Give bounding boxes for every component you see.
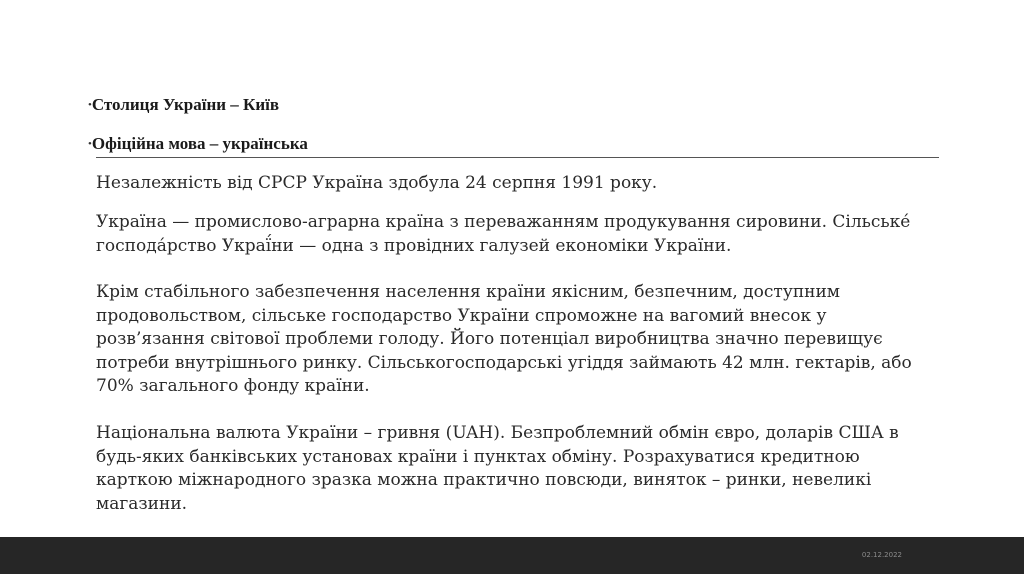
bullet-language: [88, 134, 308, 154]
bullet-capital: [88, 95, 279, 115]
paragraph-independence: Незалежність від СРСР Україна здобула 24 серпня 1991 року.: [96, 173, 658, 193]
horizontal-divider: [96, 157, 939, 158]
paragraph-economy: Україна — промислово-аграрна країна з переважанням продукування сировини. Сільське́ господа́рство Украї́ни — одна з провідних галузей економіки України.: [96, 212, 911, 256]
bullet-capital-text: Столиця України – Київ: [91, 95, 280, 114]
bullet-marker: •: [88, 99, 92, 111]
bullet-language-text: Офіційна мова – українська: [91, 134, 308, 153]
paragraph-currency: Національна валюта України – гривня (UAH). Безпроблемний обмін євро, доларів США в будь-яких банківських установах країни і пунктах обміну. Розрахуватися кредитною карткою міжнародного зразка можна практично повсюди, виняток – ринки, невеликі магазини.: [96, 423, 899, 514]
footer-date: 02.12.2022: [861, 551, 902, 559]
bullet-marker: •: [88, 138, 92, 150]
paragraph-agriculture: Крім стабільного забезпечення населення країни якісним, безпечним, доступним продовольством, сільське господарство України спроможне на вагомий внесок у розв’язання світової проблеми голоду. Його потенціал виробництва значно перевищує потреби внутрішнього ринку. Сільськогосподарські угіддя займають 42 млн. гектарів, або 70% загального фонду країни.: [96, 282, 912, 396]
footer-bar: [0, 537, 1024, 574]
